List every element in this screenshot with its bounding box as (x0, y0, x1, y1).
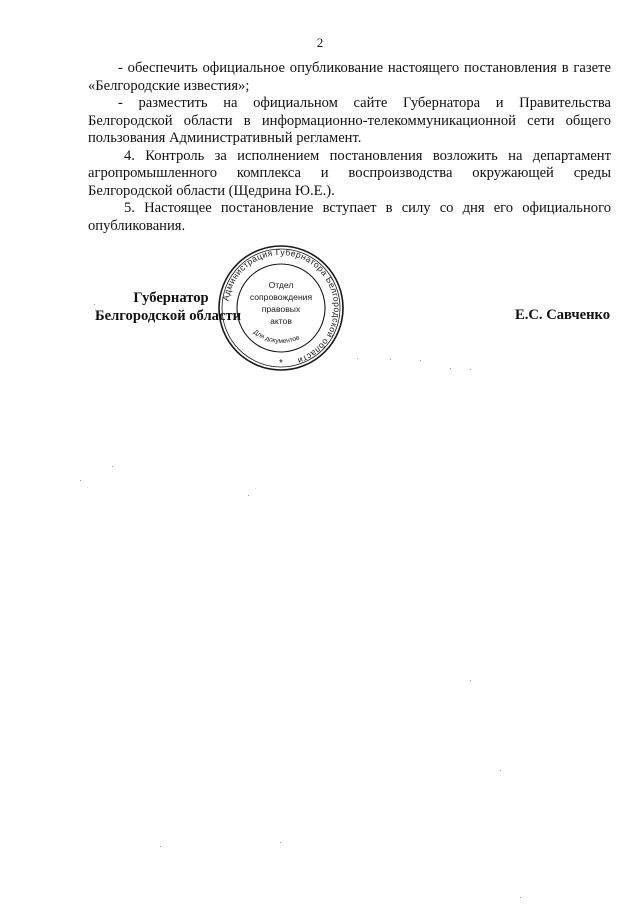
scan-speck (112, 466, 113, 467)
stamp-line-1: Отдел (268, 280, 294, 290)
scan-speck (248, 495, 249, 496)
stamp-star-icon: * (279, 358, 283, 369)
scan-speck (470, 369, 471, 370)
scan-speck (420, 360, 421, 361)
paragraph-website: - разместить на официальном сайте Губернатора и Правительства Белгородской области в информационно-телекоммуникационной сети общего пользования Административный регламент. (88, 95, 611, 146)
scan-speck (280, 842, 281, 843)
scan-speck (500, 770, 501, 771)
scan-speck (450, 368, 451, 369)
scan-speck (94, 304, 95, 305)
scan-speck (390, 359, 391, 360)
scan-speck (357, 358, 358, 359)
signatory-position-line2: Белгородской области (94, 308, 242, 324)
paragraph-control: 4. Контроль за исполнением постановления возложить на департамент агропромышленного комплекса и воспроизводства окружающей среды Белгородской области (Щедрина Ю.Е.). (88, 147, 611, 199)
official-stamp (217, 244, 345, 372)
stamp-outer-text: Администрация Губернатора Белгородской области (220, 246, 343, 367)
paragraph-publication: - обеспечить официальное опубликование настоящего постановления в газете «Белгородские известия»; (88, 60, 611, 94)
signatory-position-line1: Губернатор (133, 290, 209, 306)
stamp-line-3: правовых (261, 304, 301, 314)
signatory-name: Е.С. Савченко (514, 307, 610, 323)
scan-speck (470, 680, 471, 681)
scan-speck (520, 897, 521, 898)
document-body (88, 60, 611, 235)
stamp-inner-bottom-text: Для документов (251, 328, 301, 346)
stamp-line-4: актов (270, 316, 292, 326)
page-number: 2 (316, 35, 324, 50)
stamp-line-2: сопровождения (249, 292, 313, 302)
scan-speck (80, 480, 81, 481)
paragraph-effective-date: 5. Настоящее постановление вступает в силу со дня его официального опубликования. (88, 200, 611, 234)
scan-speck (160, 846, 161, 847)
